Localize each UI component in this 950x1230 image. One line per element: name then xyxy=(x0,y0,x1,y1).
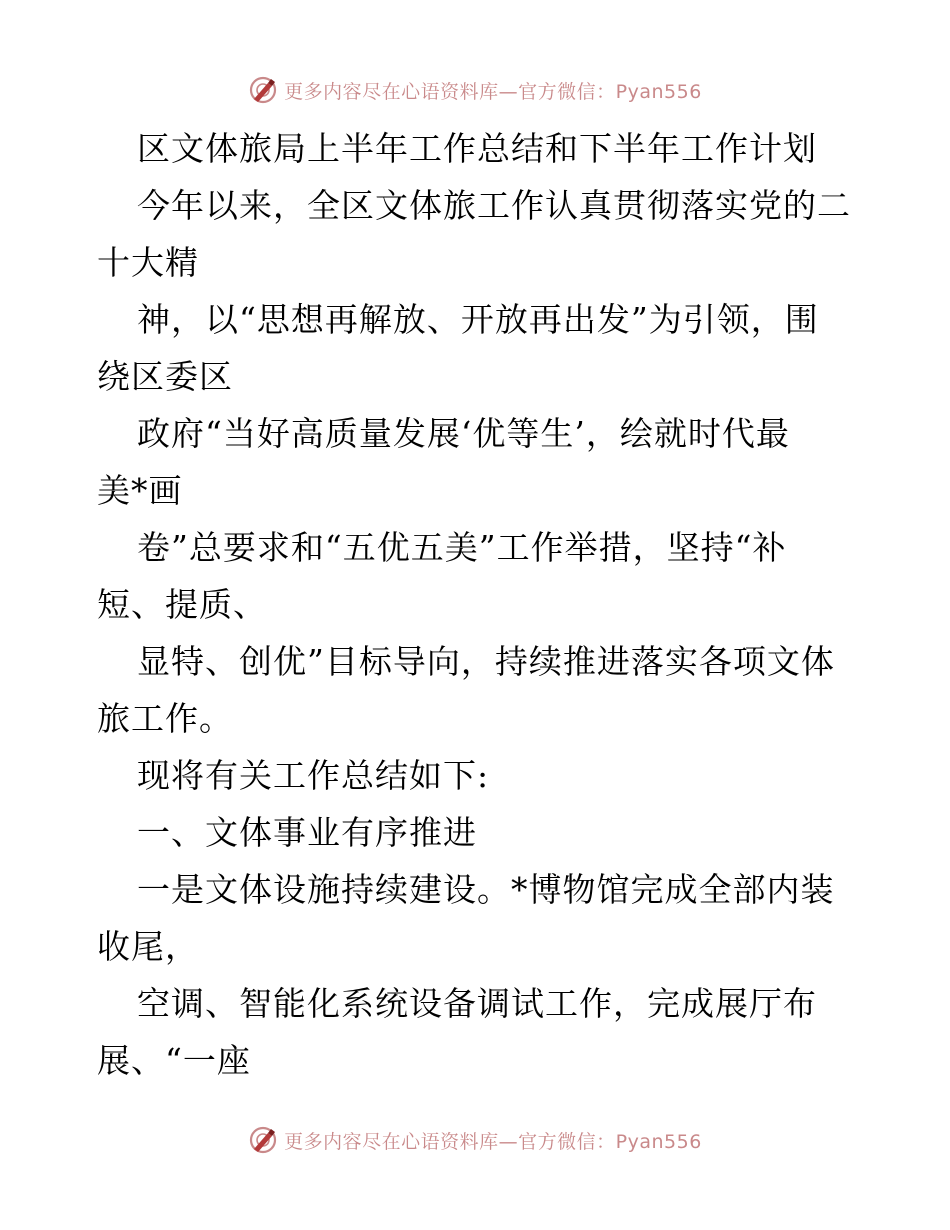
paragraph-line: 展、“一座 xyxy=(97,1041,251,1080)
paragraph-line: 今年以来，全区文体旅工作认真贯彻落实党的二 xyxy=(137,186,851,225)
paragraph-line: 美*画 xyxy=(97,471,183,510)
pen-logo-icon xyxy=(248,1125,278,1155)
paragraph-line: 十大精 xyxy=(97,243,199,282)
paragraph-line: 绕区委区 xyxy=(97,357,233,396)
watermark-banner-top xyxy=(0,70,950,110)
section-heading: 一、文体事业有序推进 xyxy=(137,813,477,852)
paragraph-line: 一是文体设施持续建设。*博物馆完成全部内装 xyxy=(137,870,835,909)
document-body xyxy=(97,120,857,1089)
document-title: 区文体旅局上半年工作总结和下半年工作计划 xyxy=(137,129,817,168)
paragraph-line: 现将有关工作总结如下: xyxy=(137,756,490,795)
pen-logo-icon xyxy=(248,75,278,105)
paragraph-line: 空调、智能化系统设备调试工作，完成展厅布 xyxy=(137,984,817,1023)
watermark-banner-bottom xyxy=(0,1120,950,1160)
paragraph-line: 神，以“思想再解放、开放再出发”为引领，围 xyxy=(137,300,819,339)
paragraph-line: 政府“当好高质量发展‘优等生’，绘就时代最 xyxy=(137,414,790,453)
watermark-text-top: 更多内容尽在心语资料库—官方微信：Pyan556 xyxy=(284,80,702,103)
paragraph-line: 收尾， xyxy=(97,927,199,966)
paragraph-line: 旅工作。 xyxy=(97,699,233,738)
paragraph-line: 短、提质、 xyxy=(97,585,267,624)
paragraph-line: 卷”总要求和“五优五美”工作举措，坚持“补 xyxy=(137,528,787,567)
watermark-text-bottom: 更多内容尽在心语资料库—官方微信：Pyan556 xyxy=(284,1130,702,1153)
paragraph-line: 显特、创优”目标导向，持续推进落实各项文体 xyxy=(137,642,835,681)
